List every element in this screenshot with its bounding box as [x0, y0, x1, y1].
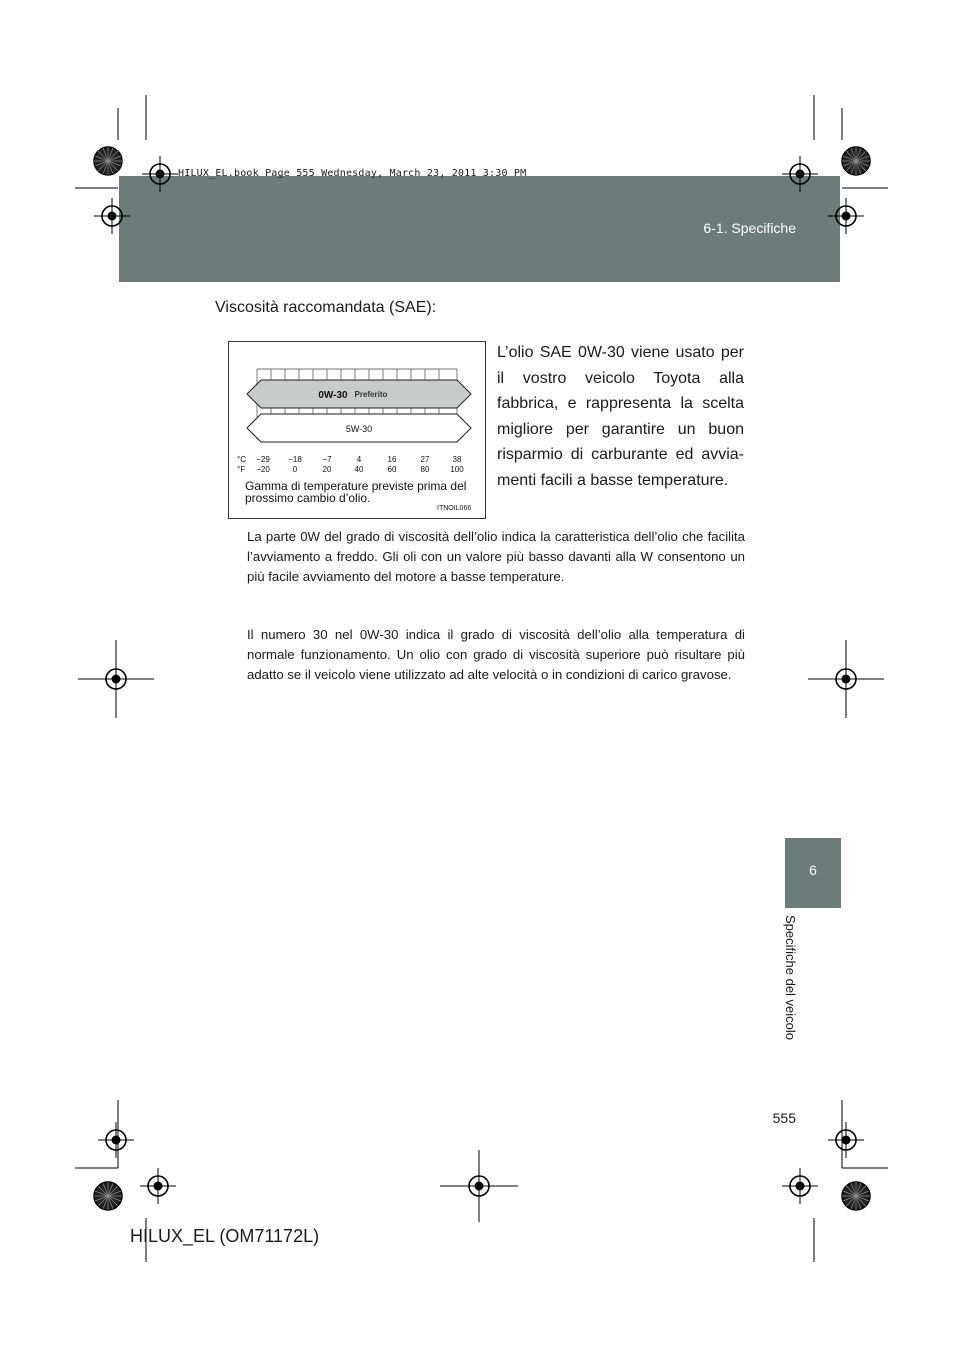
tick-f: 40	[354, 465, 364, 474]
tick-f: 60	[387, 465, 397, 474]
section-heading: Viscosità raccomandata (SAE):	[215, 299, 437, 316]
tick-f: 20	[322, 465, 332, 474]
book-stamp: HILUX_EL.book Page 555 Wednesday, March 23, 2011 3:30 PM	[178, 168, 527, 179]
tick-c: −29	[256, 455, 270, 464]
figure-caption: Gamma di temperature previste prima del prossimo cambio d’olio.	[245, 479, 467, 505]
footer-code: HILUX_EL (OM71172L)	[130, 1226, 320, 1246]
side-tab-number: 6	[809, 862, 817, 878]
tick-f: 100	[450, 465, 464, 474]
viscosity-figure	[228, 341, 486, 519]
unit-fahrenheit: °F	[237, 465, 246, 474]
intro-paragraph: L’olio SAE 0W-30 viene usato per il vostro veicolo Toyota alla fabbrica, e rappresenta la scelta migliore per garantire un buon risparmio di carburante ed avviamenti facili a basse temperature.	[497, 344, 744, 489]
side-tab-title-text: Specifiche del veicolo	[783, 915, 798, 1041]
figure-code: ITNOIL066	[437, 505, 472, 512]
bar-0w30-tag: Preferito	[354, 390, 388, 399]
tick-c: 16	[387, 455, 397, 464]
tick-c: −18	[288, 455, 302, 464]
tick-f: −20	[256, 465, 270, 474]
tick-c: 27	[420, 455, 430, 464]
bar-0w30-grade: 0W-30	[318, 390, 348, 401]
unit-celsius: °C	[237, 455, 246, 464]
tick-f: 80	[420, 465, 430, 474]
tick-c: 4	[356, 455, 362, 464]
tick-c: 38	[452, 455, 462, 464]
tick-c: −7	[322, 455, 332, 464]
page-number: 555	[772, 1110, 796, 1126]
paragraph-0w: La parte 0W del grado di viscosità dell’olio indica la caratteristica dell’olio che facilita l’avviamento a freddo. Gli oli con un valore più basso davanti alla W consentono un più facile avviamento del motore a basse temperature.	[247, 529, 745, 584]
paragraph-30: Il numero 30 nel 0W-30 indica il grado di viscosità dell’olio alla temperatura di normale funzionamento. Un olio con grado di viscosità superiore può risultare più adatto se il veicolo viene utilizzato ad alte velocità o in condizioni di carico gravose.	[247, 627, 745, 682]
bar-5w30-label: 5W-30	[345, 424, 373, 434]
tick-f: 0	[292, 465, 298, 474]
section-label: 6-1. Specifiche	[703, 220, 796, 236]
